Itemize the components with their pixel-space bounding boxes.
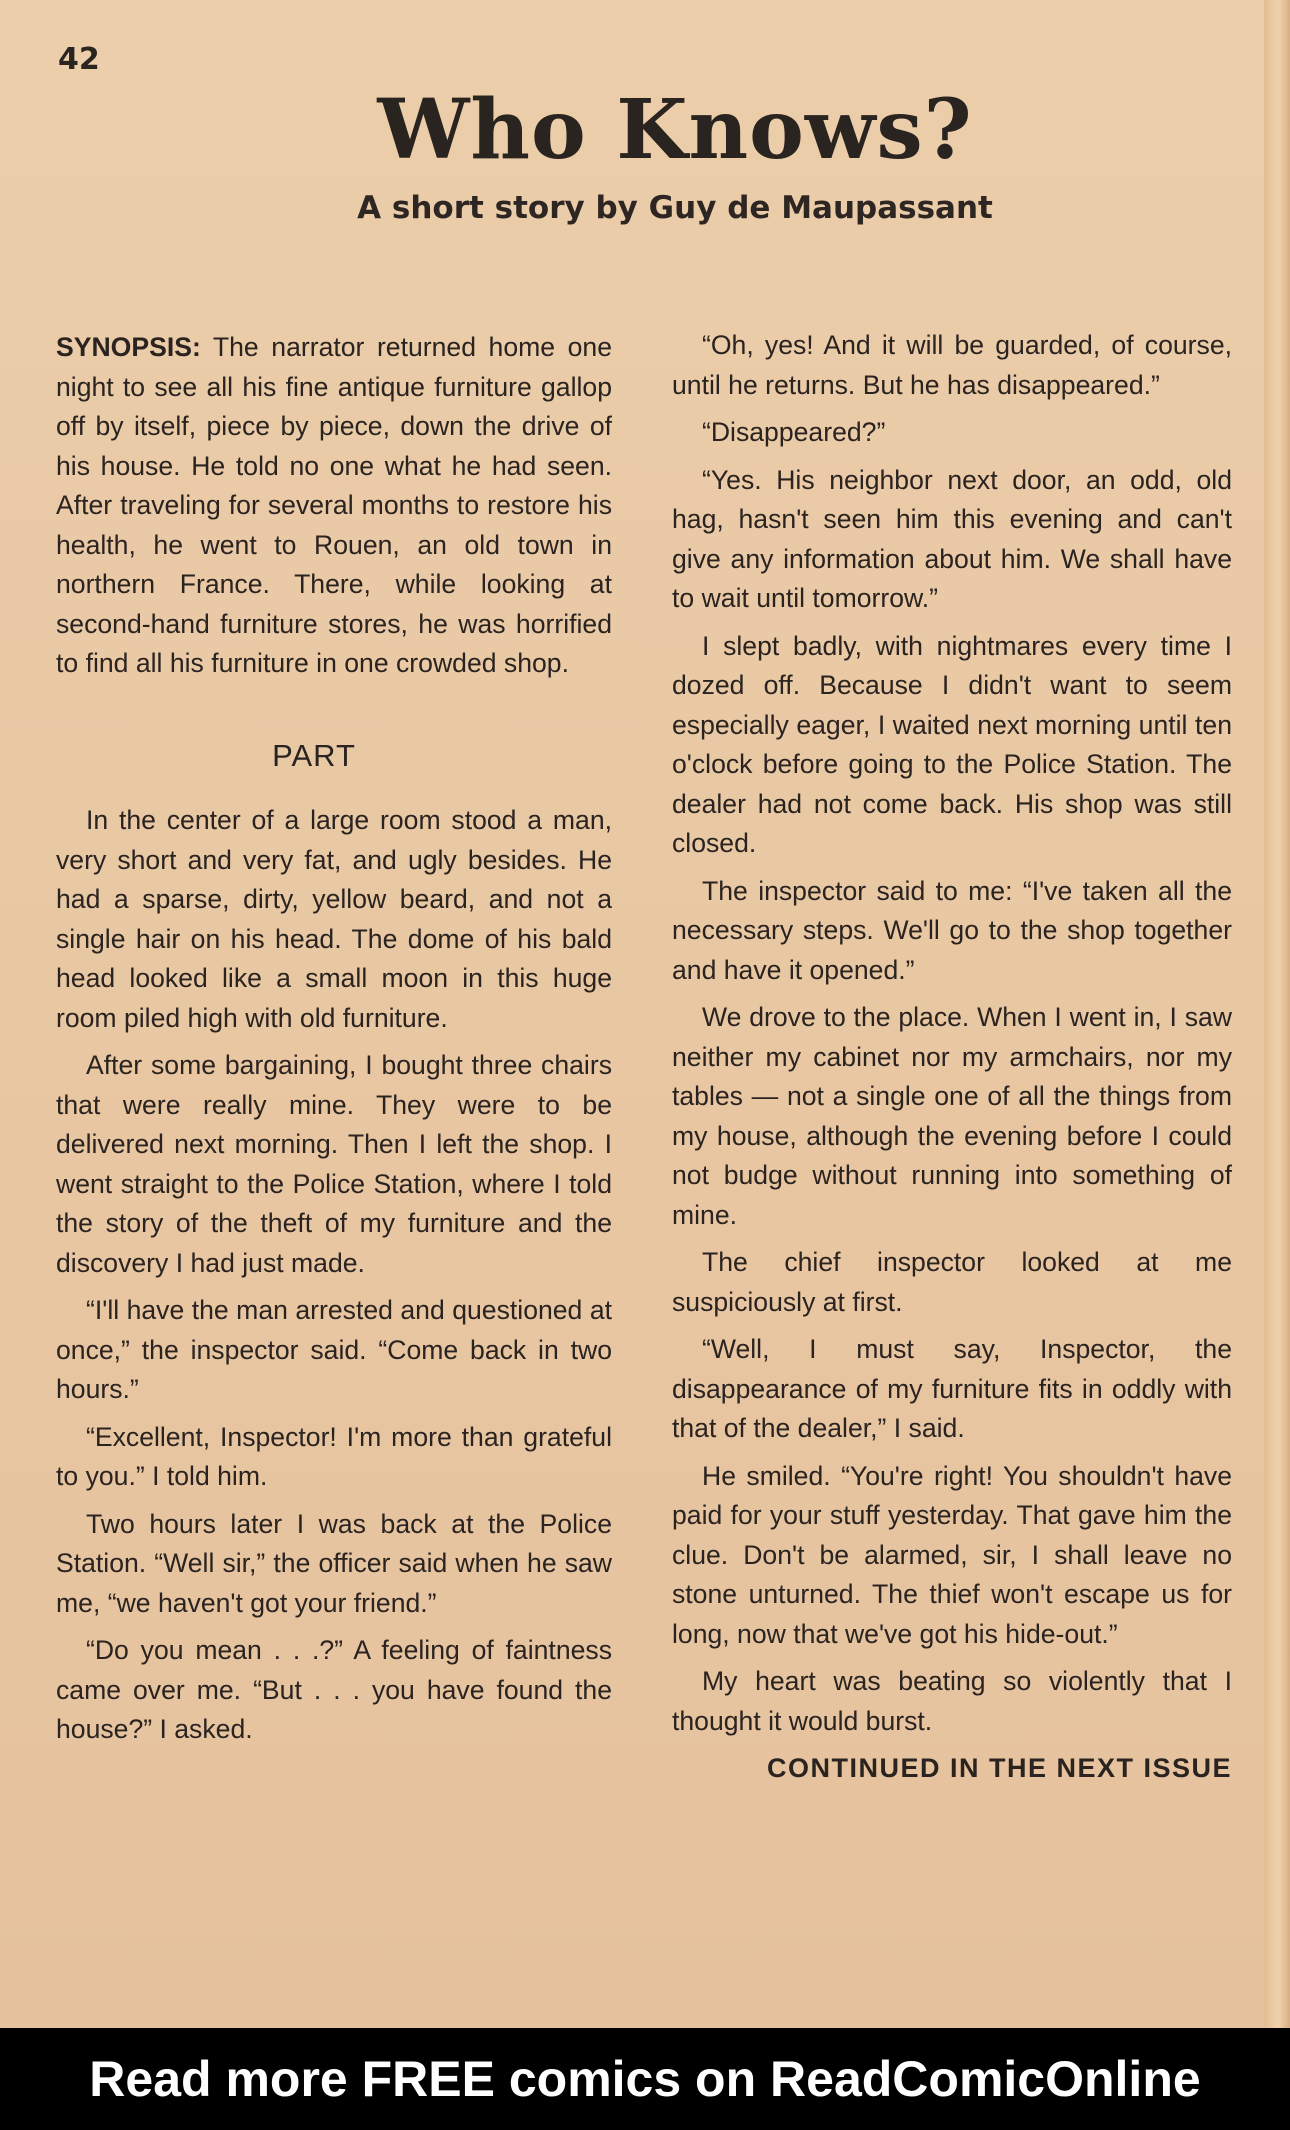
story-paragraph: “Yes. His neighbor next door, an odd, old hag, hasn't seen him this evening and can't give any information about him. We shall have to wait until tomorrow.” bbox=[672, 464, 1232, 613]
story-title: Who Knows? bbox=[377, 82, 973, 178]
story-paragraph: The inspector said to me: “I've taken all the necessary steps. We'll go to the shop together and have it opened.” bbox=[672, 875, 1232, 985]
left-column bbox=[56, 328, 612, 1758]
story-paragraph: I slept badly, with nightmares every time I dozed off. Because I didn't want to seem especially eager, I waited next morning until ten o'clock before going to the Police Station. The dealer had not come back. His shop was still closed. bbox=[672, 630, 1232, 858]
story-paragraph: “Disappeared?” bbox=[702, 417, 886, 447]
story-paragraph: Two hours later I was back at the Police Station. “Well sir,” the officer said when he saw me, “we haven't got your friend.” bbox=[56, 1508, 612, 1618]
story-paragraph: He smiled. “You're right! You shouldn't have paid for your stuff yesterday. That gave him the clue. Don't be alarmed, sir, I shall leave no stone unturned. The thief won't escape us for long, now that we've got his hide-out.” bbox=[672, 1460, 1232, 1649]
continued-notice: CONTINUED IN THE NEXT ISSUE bbox=[766, 1753, 1232, 1783]
story-paragraph: After some bargaining, I bought three chairs that were really mine. They were to be delivered next morning. Then I left the shop. I went straight to the Police Station, where I told the story of the theft of my furniture and the discovery I had just made. bbox=[56, 1050, 612, 1278]
story-paragraph: “Excellent, Inspector! I'm more than grateful to you.” I told him. bbox=[56, 1421, 612, 1491]
page-edge bbox=[1264, 0, 1290, 2028]
story-paragraph: We drove to the place. When I went in, I saw neither my cabinet nor my armchairs, nor my tables — not a single one of all the things from my house, although the evening before I could not budge without running into something of mine. bbox=[672, 1002, 1232, 1230]
promo-banner-text[interactable]: Read more FREE comics on ReadComicOnline bbox=[89, 2051, 1201, 2107]
story-paragraph: “I'll have the man arrested and questioned at once,” the inspector said. “Come back in two hours.” bbox=[56, 1295, 612, 1404]
story-paragraph: “Well, I must say, Inspector, the disappearance of my furniture fits in oddly with that of the dealer,” I said. bbox=[672, 1334, 1232, 1443]
part-heading: PART bbox=[272, 737, 356, 773]
story-paragraph: The chief inspector looked at me suspiciously at first. bbox=[672, 1247, 1232, 1317]
story-paragraph: “Do you mean . . .?” A feeling of faintness came over me. “But . . . you have found the house?” I asked. bbox=[56, 1635, 612, 1744]
story-paragraph: My heart was beating so violently that I thought it would burst. bbox=[672, 1666, 1232, 1736]
page-number: 42 bbox=[58, 42, 100, 77]
promo-banner[interactable] bbox=[0, 2028, 1290, 2130]
right-column bbox=[672, 326, 1232, 1789]
synopsis-text: The narrator returned home one night to see all his fine antique furniture gallop off by itself, piece by piece, down the drive of his house. He told no one what he had seen. After traveling for several months to restore his health, he went to Rouen, an old town in northern France. There, while looking at second-hand furniture stores, he was horrified to find all his furniture in one crowded shop. bbox=[56, 332, 612, 678]
story-byline: A short story by Guy de Maupassant bbox=[357, 190, 993, 226]
story-paragraph: In the center of a large room stood a man, very short and very fat, and ugly besides. He had a sparse, dirty, yellow beard, and not a single hair on his head. The dome of his bald head looked like a small moon in this huge room piled high with old furniture. bbox=[56, 805, 612, 1033]
story-paragraph: “Oh, yes! And it will be guarded, of course, until he returns. But he has disappeared.” bbox=[672, 330, 1232, 400]
synopsis bbox=[56, 328, 612, 684]
synopsis-label: SYNOPSIS: bbox=[56, 332, 201, 362]
